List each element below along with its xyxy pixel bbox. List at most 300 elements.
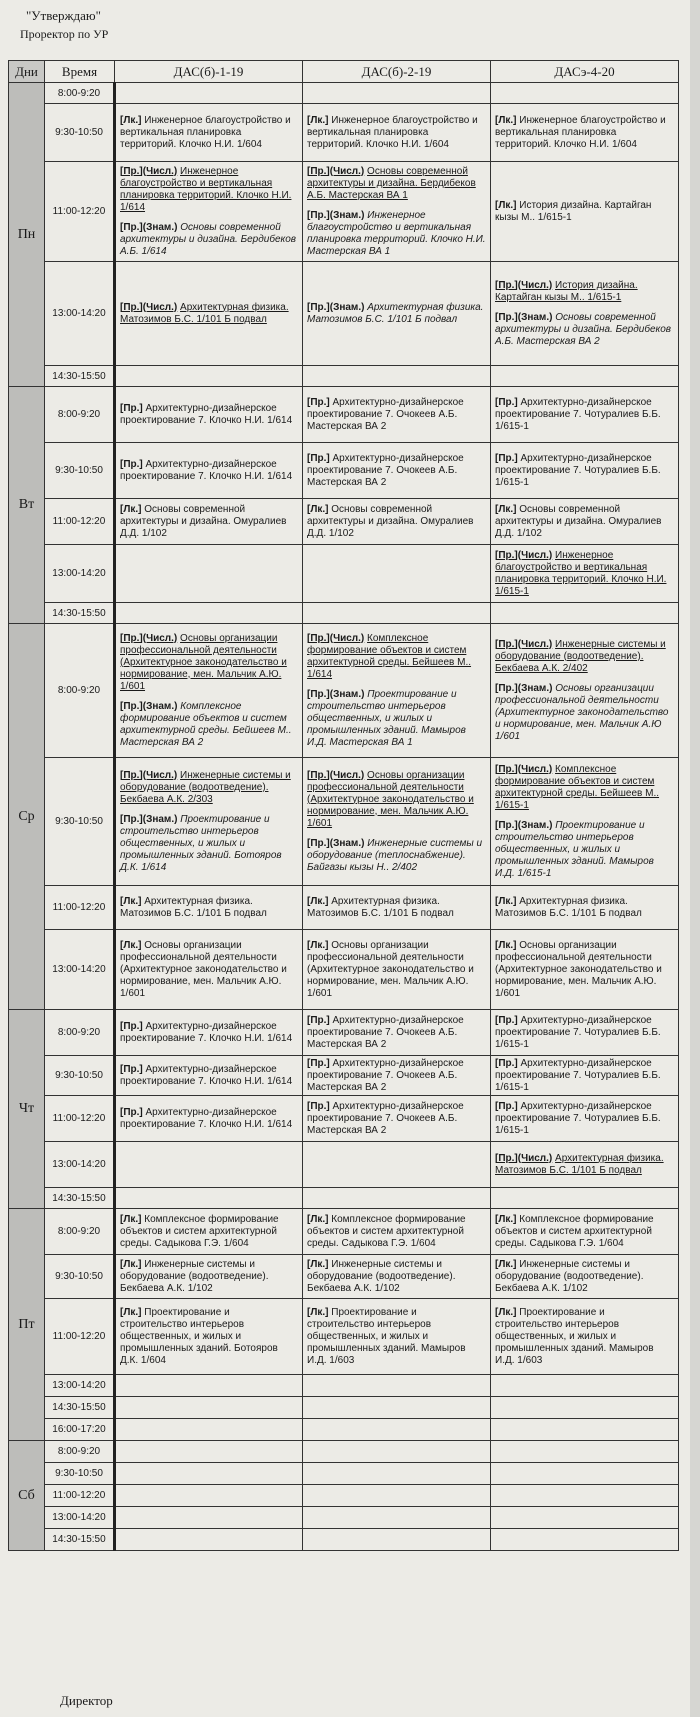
lesson-subject: История дизайна. Картайган кызы М.. 1/615-1: [495, 279, 638, 303]
lesson-cell: [303, 499, 491, 545]
lesson-cell: [115, 758, 303, 886]
time-slot: 13:00-14:20: [45, 1507, 115, 1529]
lesson-subject: Архитектурно-дизайнерское проектирование 7. Клочко Н.И. 1/614: [120, 458, 293, 482]
table-row: [9, 1485, 679, 1507]
lesson-entry: [120, 302, 298, 326]
header-group-1: ДАС(б)-1-19: [115, 61, 303, 83]
lesson-subject: Архитектурно-дизайнерское проектирование 7. Клочко Н.И. 1/614: [120, 1020, 293, 1044]
lesson-type: [Пр.](Знам.): [495, 311, 553, 323]
lesson-subject: Архитектурно-дизайнерское проектирование 7. Очокеев А.Б. Мастерская ВА 2: [307, 452, 464, 488]
lesson-subject: Инженерное благоустройство и вертикальная планировка территорий. Клочко Н.И. 1/604: [307, 114, 478, 150]
lesson-entry: [120, 1064, 298, 1088]
lesson-type: [Лк.]: [120, 939, 142, 951]
lesson-type: [Пр.](Числ.): [307, 632, 365, 644]
lesson-type: [Лк.]: [307, 939, 329, 951]
lesson-cell: [115, 930, 303, 1010]
lesson-cell: [303, 387, 491, 443]
day-name: Пн: [9, 83, 45, 387]
header-days: Дни: [9, 61, 45, 83]
time-slot: 9:30-10:50: [45, 1255, 115, 1299]
director-label: Директор: [60, 1693, 113, 1708]
lesson-cell: [491, 930, 679, 1010]
lesson-cell: [115, 1255, 303, 1299]
lesson-cell: [491, 886, 679, 930]
table-row: [9, 104, 679, 162]
table-row: [9, 930, 679, 1010]
table-row: [9, 1056, 679, 1096]
lesson-subject: Архитектурно-дизайнерское проектирование 7. Чотуралиев Б.Б. 1/615-1: [495, 452, 661, 488]
lesson-cell: [491, 1375, 679, 1397]
lesson-cell: [491, 603, 679, 624]
table-row: [9, 1010, 679, 1056]
table-row: [9, 162, 679, 262]
lesson-type: [Лк.]: [120, 895, 142, 907]
time-slot: 16:00-17:20: [45, 1419, 115, 1441]
lesson-cell: [115, 1419, 303, 1441]
lesson-subject: Архитектурная физика. Матозимов Б.С. 1/101 Б подвал: [307, 895, 454, 919]
lesson-entry: [120, 633, 298, 693]
lesson-cell: [491, 104, 679, 162]
lesson-subject: Основы современной архитектуры и дизайна. Омуралиев Д.Д. 1/102: [120, 503, 287, 539]
time-slot: 11:00-12:20: [45, 1096, 115, 1142]
lesson-subject: Архитектурно-дизайнерское проектирование 7. Очокеев А.Б. Мастерская ВА 2: [307, 1057, 464, 1093]
lesson-type: [Пр.](Знам.): [120, 700, 178, 712]
time-slot: 13:00-14:20: [45, 545, 115, 603]
lesson-subject: Инженерные системы и оборудование (водоотведение). Бекбаева А.К. 1/102: [495, 1258, 644, 1294]
lesson-subject: Инженерное благоустройство и вертикальная планировка территорий. Клочко Н.И. 1/604: [495, 114, 666, 150]
lesson-type: [Пр.]: [120, 458, 143, 470]
lesson-cell: [303, 1299, 491, 1375]
lesson-type: [Лк.]: [120, 1306, 142, 1318]
lesson-cell: [303, 104, 491, 162]
table-row: [9, 1419, 679, 1441]
lesson-subject: Проектирование и строительство интерьеров общественных, и жилых и промышленных зданий. Мамыров И.Д. 1/603: [495, 1306, 654, 1366]
lesson-subject: Инженерные системы и оборудование (водоотведение). Бекбаева А.К. 1/102: [120, 1258, 269, 1294]
table-row: [9, 1529, 679, 1551]
lesson-entry: [495, 1153, 674, 1177]
lesson-cell: [491, 1255, 679, 1299]
schedule-table: [8, 60, 679, 1551]
lesson-cell: [115, 162, 303, 262]
lesson-type: [Лк.]: [495, 503, 517, 515]
lesson-type: [Лк.]: [307, 1213, 329, 1225]
lesson-type: [Пр.](Числ.): [120, 165, 178, 177]
lesson-cell: [115, 1463, 303, 1485]
lesson-cell: [303, 1188, 491, 1209]
lesson-entry: [120, 1214, 298, 1250]
lesson-cell: [303, 1529, 491, 1551]
table-row: [9, 758, 679, 886]
lesson-entry: [495, 115, 674, 151]
lesson-cell: [115, 1397, 303, 1419]
lesson-cell: [491, 443, 679, 499]
table-row: [9, 499, 679, 545]
lesson-subject: Архитектурная физика. Матозимов Б.С. 1/101 Б подвал: [120, 895, 267, 919]
time-slot: 8:00-9:20: [45, 1209, 115, 1255]
lesson-type: [Пр.](Знам.): [307, 301, 365, 313]
table-row: [9, 545, 679, 603]
lesson-subject: Архитектурно-дизайнерское проектирование 7. Очокеев А.Б. Мастерская ВА 2: [307, 1100, 464, 1136]
lesson-type: [Лк.]: [495, 1213, 517, 1225]
lesson-type: [Пр.]: [307, 1100, 330, 1112]
lesson-subject: Инженерные системы и оборудование (водоотведение). Бекбаева А.К. 2/303: [120, 769, 291, 805]
lesson-entry: [495, 200, 674, 224]
time-slot: 8:00-9:20: [45, 387, 115, 443]
lesson-subject: Комплексное формирование объектов и систем архитектурной среды. Бейшеев М.. Мастерская ВА 2: [120, 700, 292, 748]
table-row: [9, 603, 679, 624]
prorector-label: Проректор по УР: [20, 27, 109, 41]
lesson-cell: [491, 1397, 679, 1419]
lesson-cell: [303, 262, 491, 366]
lesson-entry: [120, 896, 298, 920]
table-row: [9, 1188, 679, 1209]
lesson-entry: [307, 1101, 486, 1137]
lesson-subject: Комплексное формирование объектов и систем архитектурной среды. Бейшеев М.. 1/614: [307, 632, 472, 680]
lesson-type: [Пр.]: [307, 396, 330, 408]
lesson-entry: [120, 1021, 298, 1045]
lesson-subject: Архитектурно-дизайнерское проектирование 7. Клочко Н.И. 1/614: [120, 1106, 293, 1130]
lesson-cell: [115, 1056, 303, 1096]
lesson-subject: Архитектурно-дизайнерское проектирование 7. Клочко Н.И. 1/614: [120, 1063, 293, 1087]
lesson-cell: [303, 1485, 491, 1507]
lesson-cell: [491, 1209, 679, 1255]
lesson-type: [Пр.](Знам.): [495, 682, 553, 694]
lesson-cell: [115, 443, 303, 499]
table-row: [9, 1142, 679, 1188]
lesson-type: [Пр.](Числ.): [495, 763, 553, 775]
lesson-cell: [303, 443, 491, 499]
time-slot: 14:30-15:50: [45, 366, 115, 387]
lesson-subject: Инженерное благоустройство и вертикальная планировка территорий. Клочко Н.И. 1/614: [120, 165, 292, 213]
lesson-cell: [115, 83, 303, 104]
lesson-type: [Пр.](Знам.): [307, 837, 365, 849]
lesson-cell: [115, 1485, 303, 1507]
lesson-type: [Пр.]: [120, 402, 143, 414]
time-slot: 13:00-14:20: [45, 1375, 115, 1397]
lesson-entry: [120, 115, 298, 151]
lesson-cell: [491, 499, 679, 545]
lesson-cell: [491, 758, 679, 886]
time-slot: 8:00-9:20: [45, 83, 115, 104]
lesson-cell: [303, 930, 491, 1010]
lesson-subject: Архитектурно-дизайнерское проектирование 7. Чотуралиев Б.Б. 1/615-1: [495, 1014, 661, 1050]
lesson-entry: [307, 770, 486, 830]
lesson-cell: [303, 1507, 491, 1529]
lesson-type: [Лк.]: [495, 1258, 517, 1270]
lesson-cell: [303, 624, 491, 758]
lesson-entry: [307, 838, 486, 874]
lesson-subject: Основы современной архитектуры и дизайна. Бердибеков А.Б. 1/614: [120, 221, 297, 257]
lesson-type: [Лк.]: [307, 503, 329, 515]
lesson-entry: [120, 701, 298, 749]
lesson-entry: [307, 1058, 486, 1094]
lesson-cell: [491, 1485, 679, 1507]
lesson-type: [Пр.](Числ.): [495, 1152, 553, 1164]
lesson-type: [Пр.](Числ.): [307, 165, 365, 177]
lesson-entry: [495, 453, 674, 489]
lesson-cell: [491, 1010, 679, 1056]
table-row: [9, 366, 679, 387]
lesson-cell: [303, 758, 491, 886]
lesson-entry: [495, 1307, 674, 1367]
lesson-cell: [303, 1142, 491, 1188]
table-row: [9, 83, 679, 104]
lesson-cell: [115, 1188, 303, 1209]
lesson-entry: [495, 397, 674, 433]
lesson-entry: [495, 683, 674, 743]
lesson-cell: [115, 545, 303, 603]
day-name: Сб: [9, 1441, 45, 1551]
lesson-cell: [115, 603, 303, 624]
lesson-cell: [115, 499, 303, 545]
lesson-type: [Пр.]: [495, 1100, 518, 1112]
lesson-subject: Проектирование и строительство интерьеров общественных, и жилых и промышленных зданий. Ботояров Д.К. 1/604: [120, 1306, 278, 1366]
lesson-type: [Пр.]: [495, 396, 518, 408]
lesson-entry: [307, 689, 486, 749]
lesson-type: [Пр.]: [307, 452, 330, 464]
lesson-subject: Основы организации профессиональной деятельности (Архитектурное законодательство и нормирование, мен. Мальчик А.Ю. 1/601: [495, 939, 662, 999]
lesson-entry: [495, 1214, 674, 1250]
lesson-subject: Основы организации профессиональной деятельности (Архитектурное законодательство и нормирование, мен. Мальчик А.Ю. 1/601: [307, 769, 474, 829]
lesson-subject: Основы современной архитектуры и дизайна. Бердибеков А.Б. Мастерская ВА 2: [495, 311, 672, 347]
lesson-type: [Пр.](Числ.): [120, 301, 178, 313]
table-row: [9, 624, 679, 758]
lesson-type: [Лк.]: [495, 199, 517, 211]
lesson-subject: Архитектурно-дизайнерское проектирование 7. Очокеев А.Б. Мастерская ВА 2: [307, 396, 464, 432]
lesson-type: [Лк.]: [495, 895, 517, 907]
lesson-entry: [120, 1307, 298, 1367]
lesson-cell: [115, 1441, 303, 1463]
lesson-cell: [115, 1209, 303, 1255]
lesson-cell: [491, 162, 679, 262]
lesson-entry: [495, 1058, 674, 1094]
lesson-subject: Инженерные системы и оборудование (водоотведение). Бекбаева А.К. 2/402: [495, 638, 666, 674]
approve-stamp: "Утверждаю": [26, 8, 101, 23]
lesson-type: [Пр.](Знам.): [495, 819, 553, 831]
lesson-cell: [303, 1419, 491, 1441]
lesson-cell: [303, 1010, 491, 1056]
lesson-cell: [115, 1299, 303, 1375]
lesson-entry: [307, 166, 486, 202]
lesson-type: [Пр.]: [120, 1063, 143, 1075]
lesson-entry: [307, 633, 486, 681]
lesson-cell: [491, 1463, 679, 1485]
lesson-subject: Основы организации профессиональной деятельности (Архитектурное законодательство и нормирование, мен. Мальчик А.Ю. 1/601: [120, 939, 287, 999]
lesson-subject: Проектирование и строительство интерьеров общественных, и жилых и промышленных зданий. Мамыров И.Д. 1/603: [307, 1306, 466, 1366]
lesson-cell: [115, 366, 303, 387]
time-slot: 14:30-15:50: [45, 1188, 115, 1209]
lesson-entry: [307, 1307, 486, 1367]
lesson-subject: Основы организации профессиональной деятельности (Архитектурное законодательство и нормирование, мен. Мальчик А.Ю. 1/601: [120, 632, 287, 692]
lesson-cell: [491, 545, 679, 603]
time-slot: 9:30-10:50: [45, 104, 115, 162]
table-row: [9, 1209, 679, 1255]
lesson-cell: [303, 162, 491, 262]
lesson-subject: Инженерное благоустройство и вертикальная планировка территорий. Клочко Н.И. Мастерская ВА 1: [307, 209, 486, 257]
time-slot: 11:00-12:20: [45, 162, 115, 262]
lesson-subject: Архитектурная физика. Матозимов Б.С. 1/101 Б подвал: [495, 1152, 664, 1176]
lesson-entry: [120, 940, 298, 1000]
lesson-subject: Архитектурно-дизайнерское проектирование 7. Чотуралиев Б.Б. 1/615-1: [495, 396, 661, 432]
lesson-cell: [115, 1507, 303, 1529]
lesson-cell: [491, 1419, 679, 1441]
lesson-subject: Основы современной архитектуры и дизайна. Омуралиев Д.Д. 1/102: [495, 503, 662, 539]
time-slot: 13:00-14:20: [45, 1142, 115, 1188]
lesson-cell: [115, 1142, 303, 1188]
lesson-entry: [495, 280, 674, 304]
lesson-cell: [491, 1188, 679, 1209]
lesson-subject: Основы организации профессиональной деятельности (Архитектурное законодательство и нормирование, мен. Мальчик А.Ю 1/601: [495, 682, 669, 742]
table-row: [9, 262, 679, 366]
lesson-type: [Пр.]: [307, 1057, 330, 1069]
table-header-row: [9, 61, 679, 83]
time-slot: 9:30-10:50: [45, 1056, 115, 1096]
table-row: [9, 1375, 679, 1397]
lesson-subject: Инженерное благоустройство и вертикальная планировка территорий. Клочко Н.И. 1/615-1: [495, 549, 667, 597]
lesson-cell: [491, 624, 679, 758]
lesson-entry: [307, 1015, 486, 1051]
lesson-cell: [115, 1010, 303, 1056]
table-row: [9, 387, 679, 443]
time-slot: 9:30-10:50: [45, 758, 115, 886]
lesson-cell: [491, 1096, 679, 1142]
lesson-cell: [303, 1096, 491, 1142]
lesson-subject: Архитектурно-дизайнерское проектирование 7. Чотуралиев Б.Б. 1/615-1: [495, 1100, 661, 1136]
lesson-cell: [115, 262, 303, 366]
lesson-type: [Лк.]: [120, 114, 142, 126]
lesson-type: [Лк.]: [307, 114, 329, 126]
lesson-entry: [120, 403, 298, 427]
day-name: Пт: [9, 1209, 45, 1441]
lesson-cell: [491, 1056, 679, 1096]
lesson-entry: [307, 453, 486, 489]
header-group-2: ДАС(б)-2-19: [303, 61, 491, 83]
lesson-type: [Пр.]: [307, 1014, 330, 1026]
lesson-cell: [303, 545, 491, 603]
lesson-cell: [115, 387, 303, 443]
lesson-entry: [307, 302, 486, 326]
lesson-type: [Пр.](Числ.): [120, 769, 178, 781]
table-row: [9, 1397, 679, 1419]
lesson-cell: [303, 366, 491, 387]
lesson-entry: [120, 166, 298, 214]
lesson-cell: [491, 262, 679, 366]
lesson-subject: Основы современной архитектуры и дизайна. Омуралиев Д.Д. 1/102: [307, 503, 474, 539]
lesson-cell: [303, 1056, 491, 1096]
time-slot: 13:00-14:20: [45, 930, 115, 1010]
lesson-subject: Инженерные системы и оборудование (теплоснабжение). Байгазы кызы Н.. 2/402: [307, 837, 483, 873]
lesson-cell: [491, 83, 679, 104]
lesson-type: [Пр.]: [495, 452, 518, 464]
lesson-type: [Лк.]: [307, 1258, 329, 1270]
lesson-cell: [303, 83, 491, 104]
day-name: Вт: [9, 387, 45, 624]
lesson-subject: Основы организации профессиональной деятельности (Архитектурное законодательство и нормирование, мен. Мальчик А.Ю. 1/601: [307, 939, 474, 999]
lesson-entry: [307, 397, 486, 433]
header-time: Время: [45, 61, 115, 83]
lesson-entry: [307, 1259, 486, 1295]
time-slot: 8:00-9:20: [45, 1010, 115, 1056]
time-slot: 13:00-14:20: [45, 262, 115, 366]
lesson-type: [Пр.](Числ.): [495, 279, 553, 291]
lesson-entry: [495, 940, 674, 1000]
table-row: [9, 443, 679, 499]
lesson-type: [Пр.](Знам.): [120, 221, 178, 233]
lesson-entry: [120, 222, 298, 258]
time-slot: 9:30-10:50: [45, 1463, 115, 1485]
lesson-cell: [303, 603, 491, 624]
lesson-cell: [115, 1375, 303, 1397]
lesson-cell: [491, 1507, 679, 1529]
lesson-type: [Лк.]: [120, 1213, 142, 1225]
lesson-cell: [303, 1209, 491, 1255]
lesson-subject: Архитектурно-дизайнерское проектирование 7. Клочко Н.И. 1/614: [120, 402, 293, 426]
lesson-entry: [307, 940, 486, 1000]
lesson-subject: Архитектурная физика. Матозимов Б.С. 1/101 Б подвал: [120, 301, 289, 325]
lesson-cell: [303, 1441, 491, 1463]
lesson-type: [Пр.]: [120, 1106, 143, 1118]
lesson-subject: Архитектурная физика. Матозимов Б.С. 1/101 Б подвал: [307, 301, 484, 325]
time-slot: 8:00-9:20: [45, 624, 115, 758]
lesson-subject: Архитектурная физика. Матозимов Б.С. 1/101 Б подвал: [495, 895, 642, 919]
lesson-type: [Пр.]: [495, 1014, 518, 1026]
lesson-subject: Инженерное благоустройство и вертикальная планировка территорий. Клочко Н.И. 1/604: [120, 114, 291, 150]
lesson-entry: [307, 1214, 486, 1250]
lesson-entry: [495, 1101, 674, 1137]
lesson-cell: [491, 366, 679, 387]
lesson-entry: [307, 896, 486, 920]
lesson-type: [Пр.](Знам.): [307, 209, 365, 221]
day-name: Ср: [9, 624, 45, 1010]
lesson-type: [Пр.](Числ.): [120, 632, 178, 644]
lesson-entry: [120, 814, 298, 874]
lesson-type: [Лк.]: [120, 503, 142, 515]
lesson-entry: [120, 1107, 298, 1131]
lesson-cell: [491, 387, 679, 443]
lesson-type: [Пр.]: [120, 1020, 143, 1032]
time-slot: 14:30-15:50: [45, 1529, 115, 1551]
lesson-entry: [495, 639, 674, 675]
lesson-cell: [115, 624, 303, 758]
time-slot: 14:30-15:50: [45, 603, 115, 624]
lesson-entry: [120, 1259, 298, 1295]
lesson-entry: [495, 1259, 674, 1295]
lesson-type: [Пр.](Знам.): [307, 688, 365, 700]
lesson-entry: [307, 504, 486, 540]
lesson-entry: [495, 896, 674, 920]
lesson-type: [Лк.]: [495, 1306, 517, 1318]
lesson-type: [Лк.]: [307, 895, 329, 907]
table-row: [9, 886, 679, 930]
lesson-subject: Проектирование и строительство интерьеров общественных, и жилых и промышленных зданий. Ботояров Д.К. 1/614: [120, 813, 282, 873]
table-row: [9, 1096, 679, 1142]
lesson-subject: История дизайна. Картайган кызы М.. 1/615-1: [495, 199, 652, 223]
lesson-entry: [495, 312, 674, 348]
lesson-subject: Комплексное формирование объектов и систем архитектурной среды. Садыкова Г.Э. 1/604: [307, 1213, 466, 1249]
time-slot: 11:00-12:20: [45, 886, 115, 930]
lesson-type: [Лк.]: [307, 1306, 329, 1318]
lesson-cell: [115, 1096, 303, 1142]
lesson-type: [Пр.]: [495, 1057, 518, 1069]
time-slot: 8:00-9:20: [45, 1441, 115, 1463]
lesson-cell: [303, 886, 491, 930]
time-slot: 14:30-15:50: [45, 1397, 115, 1419]
lesson-type: [Пр.](Числ.): [495, 549, 553, 561]
lesson-subject: Комплексное формирование объектов и систем архитектурной среды. Садыкова Г.Э. 1/604: [120, 1213, 279, 1249]
lesson-cell: [303, 1463, 491, 1485]
table-row: [9, 1463, 679, 1485]
lesson-entry: [495, 764, 674, 812]
